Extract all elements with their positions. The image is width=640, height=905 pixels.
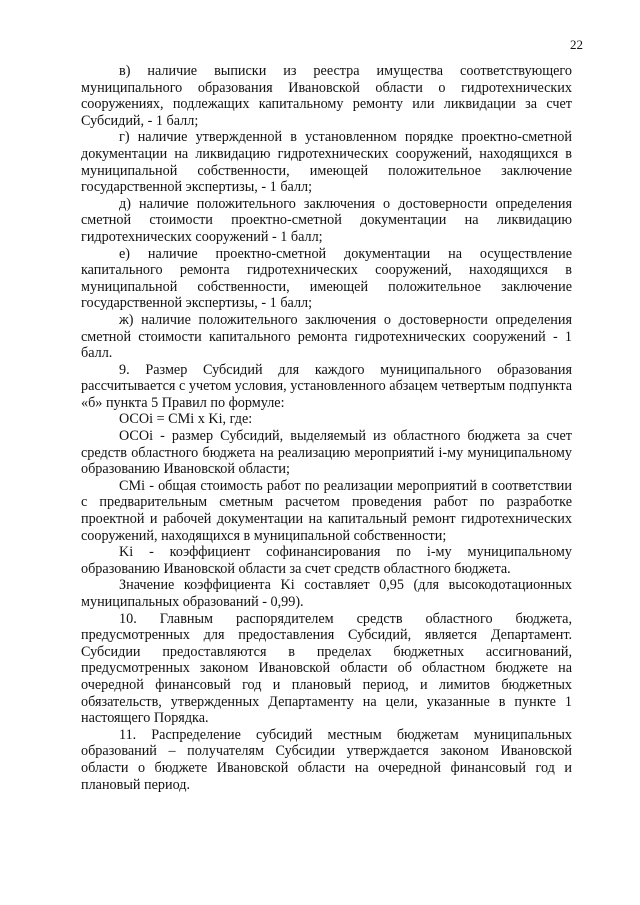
section-11: 11. Распределение субсидий местным бюджетам муниципальных образований – получателям Субсидии утверждается законом Ивановской области о бюджете Ивановской области на очередной финансовый год и плановый период. xyxy=(81,726,572,793)
criterion-e: е) наличие проектно-сметной документации на осуществление капитального ремонта гидротехнических сооружений, находящихся в муниципальной собственности, имеющей положительное заключение государственной экспертизы, - 1 балл; xyxy=(81,245,572,312)
page-number: 22 xyxy=(570,37,583,52)
section-10: 10. Главным распорядителем средств областного бюджета, предусмотренных для предоставления Субсидий, является Департамент. Субсидии предоставляются в пределах бюджетных ассигнований, предусмотренных законом Ивановской области об областном бюджете на очередной финансовый год и плановый период, и лимитов бюджетных обязательств, утвержденных Департаменту на цели, указанные в пункте 1 настоящего Порядка. xyxy=(81,610,572,727)
section-9-intro: 9. Размер Субсидий для каждого муниципального образования рассчитывается с учетом условия, установленного абзацем четвертым подпункта «б» пункта 5 Правил по формуле: xyxy=(81,361,572,411)
criterion-g: г) наличие утвержденной в установленном порядке проектно-сметной документации на ликвидацию гидротехнических сооружений, находящихся в муниципальной собственности, имеющей положительное заключение государственной экспертизы, - 1 балл; xyxy=(81,129,572,196)
formula-term-cm: СМi - общая стоимость работ по реализации мероприятий в соответствии с предварительным сметным расчетом проведения работ по разработке проектной и рабочей документации на капитальный ремонт гидротехнических сооружений, находящихся в муниципальной собственности; xyxy=(81,477,572,544)
subsidy-formula: ОСОi = СМi x Ki, где: xyxy=(119,411,253,428)
formula-term-oco: ОСОi - размер Субсидий, выделяемый из областного бюджета за счет средств областного бюджета на реализацию мероприятий i-му муниципальному образованию Ивановской области; xyxy=(81,428,572,478)
criterion-zh: ж) наличие положительного заключения о достоверности определения сметной стоимости капитального ремонта гидротехнических сооружений - 1 балл. xyxy=(81,311,572,362)
coefficient-value: Значение коэффициента Ki составляет 0,95 (для высокодотационных муниципальных образований - 0,99). xyxy=(81,577,572,610)
criterion-v: в) наличие выписки из реестра имущества соответствующего муниципального образования Ивановской области о гидротехнических сооружениях, подлежащих капитальному ремонту или ликвидации за счет Субсидий, - 1 балл; xyxy=(81,63,572,129)
criterion-d: д) наличие положительного заключения о достоверности определения сметной стоимости проектно-сметной документации на ликвидацию гидротехнических сооружений - 1 балл; xyxy=(81,195,572,245)
formula-term-k: Ki - коэффициент софинансирования по i-му муниципальному образованию Ивановской области за счет средств областного бюджета. xyxy=(81,544,572,577)
document-body xyxy=(81,63,572,793)
